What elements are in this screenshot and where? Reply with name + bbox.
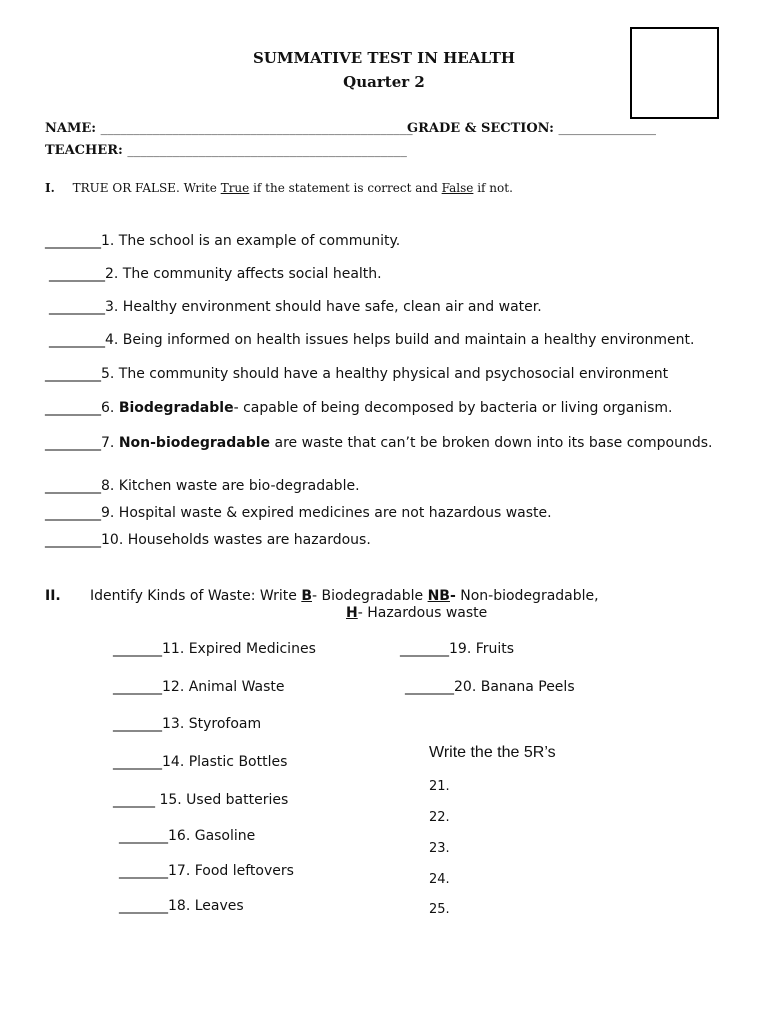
- item-22[interactable]: 22.: [429, 810, 450, 825]
- code-nb: NB: [427, 588, 450, 604]
- question-3[interactable]: ________3. Healthy environment should have safe, clean air and water.: [49, 299, 542, 315]
- code-h: H: [346, 605, 358, 621]
- grade-section-field[interactable]: [407, 121, 656, 136]
- five-rs-heading: Write the the 5R’s: [429, 744, 556, 761]
- item-21[interactable]: 21.: [429, 779, 450, 794]
- teacher-label: TEACHER:: [45, 143, 123, 158]
- question-13[interactable]: _______13. Styrofoam: [113, 716, 262, 732]
- question-10[interactable]: ________10. Households wastes are hazardous.: [45, 532, 371, 548]
- question-7-text: are waste that can’t be broken down into its base compounds.: [270, 435, 713, 451]
- code-b: B: [301, 588, 312, 604]
- question-6-text: - capable of being decomposed by bacteria or living organism.: [233, 400, 673, 416]
- question-18[interactable]: _______18. Leaves: [119, 898, 244, 914]
- grade-section-line[interactable]: _______________: [558, 121, 656, 136]
- question-20[interactable]: _______20. Banana Peels: [405, 679, 575, 695]
- question-15[interactable]: ______ 15. Used batteries: [113, 792, 289, 808]
- teacher-line[interactable]: ___________________________________________: [127, 143, 407, 158]
- question-7-term: Non-biodegradable: [118, 435, 271, 451]
- part2-instr-prefix: Identify Kinds of Waste: Write: [90, 588, 302, 604]
- item-24[interactable]: 24.: [429, 872, 450, 887]
- part1-instr-prefix: TRUE OR FALSE. Write: [72, 181, 221, 195]
- teacher-field[interactable]: [45, 143, 407, 158]
- test-title: SUMMATIVE TEST IN HEALTH: [252, 49, 516, 67]
- question-6-blank[interactable]: ________6.: [45, 400, 119, 416]
- code-b-text: - Biodegradable: [312, 588, 428, 604]
- code-h-text: - Hazardous waste: [357, 605, 488, 621]
- item-25[interactable]: 25.: [429, 902, 450, 917]
- part1-instr-false: False: [441, 181, 474, 195]
- question-12[interactable]: _______12. Animal Waste: [113, 679, 285, 695]
- code-nb-dash: -: [449, 588, 456, 604]
- part1-instr-mid: if the statement is correct and: [249, 181, 442, 195]
- question-9[interactable]: ________9. Hospital waste & expired medicines are not hazardous waste.: [45, 505, 552, 521]
- name-field[interactable]: [45, 121, 413, 136]
- code-nb-text: Non-biodegradable,: [455, 588, 599, 604]
- question-7-blank[interactable]: ________7.: [45, 435, 119, 451]
- question-5[interactable]: ________5. The community should have a healthy physical and psychosocial environment: [45, 366, 669, 382]
- question-11[interactable]: _______11. Expired Medicines: [113, 641, 316, 657]
- name-label: NAME:: [45, 121, 97, 136]
- question-14[interactable]: _______14. Plastic Bottles: [113, 754, 288, 770]
- question-4[interactable]: ________4. Being informed on health issues helps build and maintain a healthy environment.: [49, 332, 695, 348]
- part2-instructions: [90, 588, 599, 604]
- name-line[interactable]: ________________________________________________: [100, 121, 413, 136]
- test-subtitle: Quarter 2: [343, 73, 425, 91]
- question-6[interactable]: [45, 400, 673, 416]
- part2-instructions-line2: [346, 605, 487, 621]
- question-16[interactable]: _______16. Gasoline: [119, 828, 256, 844]
- question-19[interactable]: _______19. Fruits: [400, 641, 515, 657]
- item-23[interactable]: 23.: [429, 841, 450, 856]
- question-8[interactable]: ________8. Kitchen waste are bio-degradable.: [45, 478, 360, 494]
- part1-instr-suffix: if not.: [473, 181, 513, 195]
- question-6-term: Biodegradable: [118, 400, 234, 416]
- question-17[interactable]: _______17. Food leftovers: [119, 863, 294, 879]
- question-1[interactable]: ________1. The school is an example of community.: [45, 233, 401, 249]
- part1-numeral: I.: [45, 181, 55, 195]
- question-7[interactable]: [45, 435, 712, 451]
- grade-section-label: GRADE & SECTION:: [407, 121, 554, 136]
- part1-instructions: [45, 181, 513, 195]
- part1-instr-true: True: [220, 181, 250, 195]
- question-2[interactable]: ________2. The community affects social health.: [49, 266, 382, 282]
- part2-numeral: II.: [45, 588, 61, 604]
